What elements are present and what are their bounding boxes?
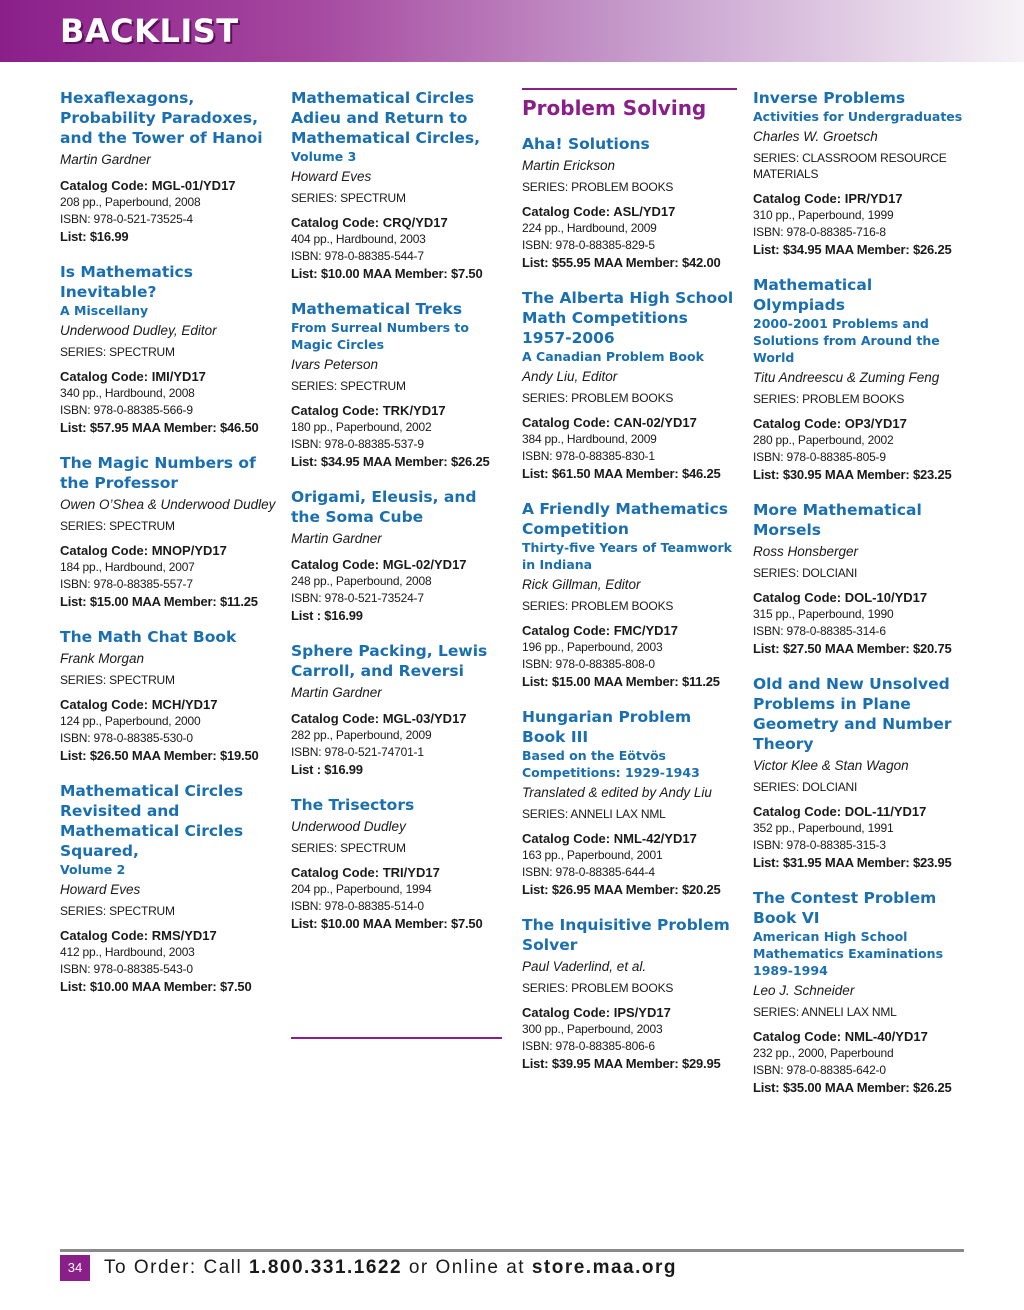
book-format: 224 pp., Hardbound, 2009: [522, 221, 657, 235]
book-price: List: $26.50 MAA Member: $19.50: [60, 748, 259, 763]
catalog-code: Catalog Code: IPS/YD17: [522, 1005, 671, 1020]
book-title[interactable]: The Alberta High School Math Competitions 1957-2006: [522, 289, 734, 347]
book-author: Ross Honsberger: [753, 544, 859, 559]
order-middle: or Online at: [402, 1257, 532, 1278]
catalog-code: Catalog Code: TRK/YD17: [291, 403, 446, 418]
book-isbn: ISBN: 978-0-88385-514-0: [291, 899, 424, 913]
book-price: List: $27.50 MAA Member: $20.75: [753, 641, 952, 656]
book-format: 248 pp., Paperbound, 2008: [291, 574, 432, 588]
book-entry: [753, 674, 968, 872]
book-series: SERIES: PROBLEM BOOKS: [753, 392, 905, 406]
book-format: 340 pp., Hardbound, 2008: [60, 386, 195, 400]
book-series: SERIES: SPECTRUM: [291, 379, 406, 393]
catalog-code: Catalog Code: MGL-01/YD17: [60, 178, 236, 193]
book-author: Howard Eves: [60, 882, 141, 897]
book-subtitle: From Surreal Numbers to Magic Circles: [291, 320, 469, 352]
book-author: Martin Gardner: [291, 685, 382, 700]
book-isbn: ISBN: 978-0-88385-557-7: [60, 577, 193, 591]
book-title[interactable]: Is Mathematics Inevitable?: [60, 263, 193, 301]
book-entry: [753, 88, 968, 259]
book-entry: [291, 487, 506, 625]
book-title[interactable]: More Mathematical Morsels: [753, 501, 922, 539]
catalog-code: Catalog Code: DOL-10/YD17: [753, 590, 928, 605]
book-isbn: ISBN: 978-0-521-73525-4: [60, 212, 193, 226]
book-isbn: ISBN: 978-0-88385-543-0: [60, 962, 193, 976]
book-series: SERIES: SPECTRUM: [291, 841, 406, 855]
book-entry: [522, 288, 737, 483]
catalog-code: Catalog Code: CAN-02/YD17: [522, 415, 697, 430]
book-title[interactable]: A Friendly Mathematics Competition: [522, 500, 728, 538]
book-entry: [753, 500, 968, 658]
book-isbn: ISBN: 978-0-88385-829-5: [522, 238, 655, 252]
book-subtitle: Activities for Undergraduates: [753, 109, 963, 124]
catalog-code: Catalog Code: ASL/YD17: [522, 204, 676, 219]
book-author: Paul Vaderlind, et al.: [522, 959, 647, 974]
catalog-code: Catalog Code: MCH/YD17: [60, 697, 218, 712]
book-format: 384 pp., Hardbound, 2009: [522, 432, 657, 446]
book-title[interactable]: Hexaflexagons, Probability Paradoxes, and the Tower of Hanoi: [60, 89, 263, 147]
book-format: 282 pp., Paperbound, 2009: [291, 728, 432, 742]
book-title[interactable]: Origami, Eleusis, and the Soma Cube: [291, 488, 477, 526]
section-heading: Problem Solving: [522, 96, 707, 120]
book-format: 315 pp., Paperbound, 1990: [753, 607, 894, 621]
book-entry: [522, 499, 737, 691]
catalog-code: Catalog Code: IMI/YD17: [60, 369, 206, 384]
book-format: 196 pp., Paperbound, 2003: [522, 640, 663, 654]
book-isbn: ISBN: 978-0-88385-315-3: [753, 838, 886, 852]
book-title[interactable]: Mathematical Treks: [291, 300, 463, 318]
book-isbn: ISBN: 978-0-88385-805-9: [753, 450, 886, 464]
book-title[interactable]: The Math Chat Book: [60, 628, 237, 646]
book-series: SERIES: PROBLEM BOOKS: [522, 981, 674, 995]
book-format: 124 pp., Paperbound, 2000: [60, 714, 201, 728]
book-format: 412 pp., Hardbound, 2003: [60, 945, 195, 959]
book-format: 352 pp., Paperbound, 1991: [753, 821, 894, 835]
book-format: 232 pp., 2000, Paperbound: [753, 1046, 894, 1060]
book-series: SERIES: CLASSROOM RESOURCE MATERIALS: [753, 151, 947, 181]
book-entry: [522, 134, 737, 272]
book-series: SERIES: PROBLEM BOOKS: [522, 599, 674, 613]
book-isbn: ISBN: 978-0-521-73524-7: [291, 591, 424, 605]
book-price: List: $55.95 MAA Member: $42.00: [522, 255, 721, 270]
book-author: Victor Klee & Stan Wagon: [753, 758, 909, 773]
book-price: List: $26.95 MAA Member: $20.25: [522, 882, 721, 897]
book-price: List: $31.95 MAA Member: $23.95: [753, 855, 952, 870]
book-price: List: $10.00 MAA Member: $7.50: [60, 979, 252, 994]
book-author: Martin Erickson: [522, 158, 616, 173]
book-price: List: $34.95 MAA Member: $26.25: [291, 454, 490, 469]
book-entry: [291, 795, 506, 933]
book-title[interactable]: Sphere Packing, Lewis Carroll, and Reversi: [291, 642, 488, 680]
book-price: List: $15.00 MAA Member: $11.25: [522, 674, 720, 689]
catalog-code: Catalog Code: TRI/YD17: [291, 865, 440, 880]
book-entry: [753, 275, 968, 484]
book-price: List: $35.00 MAA Member: $26.25: [753, 1080, 952, 1095]
catalog-code: Catalog Code: MGL-02/YD17: [291, 557, 467, 572]
column-3: [522, 88, 737, 1089]
book-isbn: ISBN: 978-0-88385-642-0: [753, 1063, 886, 1077]
catalog-code: Catalog Code: MGL-03/YD17: [291, 711, 467, 726]
book-title[interactable]: The Contest Problem Book VI: [753, 889, 937, 927]
book-format: 184 pp., Hardbound, 2007: [60, 560, 195, 574]
book-series: SERIES: SPECTRUM: [60, 345, 175, 359]
book-price: List: $10.00 MAA Member: $7.50: [291, 266, 483, 281]
book-entry: [291, 641, 506, 779]
book-format: 404 pp., Hardbound, 2003: [291, 232, 426, 246]
book-isbn: ISBN: 978-0-88385-830-1: [522, 449, 655, 463]
book-price: List: $10.00 MAA Member: $7.50: [291, 916, 483, 931]
book-author: Charles W. Groetsch: [753, 129, 878, 144]
book-entry: [60, 453, 280, 611]
book-author: Howard Eves: [291, 169, 372, 184]
book-entry: [60, 781, 280, 996]
catalog-code: Catalog Code: FMC/YD17: [522, 623, 679, 638]
book-subtitle: Volume 3: [291, 149, 357, 164]
book-author: Titu Andreescu & Zuming Feng: [753, 370, 940, 385]
book-author: Translated & edited by Andy Liu: [522, 785, 712, 800]
book-author: Leo J. Schneider: [753, 983, 855, 998]
book-isbn: ISBN: 978-0-88385-566-9: [60, 403, 193, 417]
book-isbn: ISBN: 978-0-88385-716-8: [753, 225, 886, 239]
catalog-code: Catalog Code: MNOP/YD17: [60, 543, 227, 558]
column-2: [291, 88, 506, 949]
book-subtitle: Volume 2: [60, 862, 126, 877]
book-title[interactable]: Mathematical Circles Revisited and Mathematical Circles Squared,: [60, 782, 244, 860]
book-price: List: $61.50 MAA Member: $46.25: [522, 466, 721, 481]
book-title[interactable]: Inverse Problems: [753, 89, 906, 107]
catalog-code: Catalog Code: NML-42/YD17: [522, 831, 697, 846]
book-author: Frank Morgan: [60, 651, 145, 666]
book-entry: [60, 262, 280, 437]
book-format: 208 pp., Paperbound, 2008: [60, 195, 201, 209]
book-entry: [291, 299, 506, 471]
book-price: List : $16.99: [291, 608, 363, 623]
book-series: SERIES: SPECTRUM: [60, 673, 175, 687]
book-entry: [522, 915, 737, 1073]
catalog-code: Catalog Code: IPR/YD17: [753, 191, 903, 206]
book-series: SERIES: ANNELI LAX NML: [522, 807, 666, 821]
column-4: [753, 88, 968, 1113]
book-series: SERIES: PROBLEM BOOKS: [522, 391, 674, 405]
book-subtitle: A Miscellany: [60, 303, 149, 318]
book-entry: [291, 88, 506, 283]
catalog-code: Catalog Code: RMS/YD17: [60, 928, 217, 943]
book-author: Owen O’Shea & Underwood Dudley: [60, 497, 276, 512]
book-author: Underwood Dudley: [291, 819, 406, 834]
store-link[interactable]: store.maa.org: [531, 1257, 677, 1278]
book-title[interactable]: Old and New Unsolved Problems in Plane Geometry and Number Theory: [753, 675, 952, 753]
book-title[interactable]: Aha! Solutions: [522, 135, 650, 153]
order-info: [104, 1255, 677, 1281]
book-subtitle: A Canadian Problem Book: [522, 349, 704, 364]
book-format: 300 pp., Paperbound, 2003: [522, 1022, 663, 1036]
book-entry: [60, 627, 280, 765]
book-isbn: ISBN: 978-0-88385-314-6: [753, 624, 886, 638]
book-format: 310 pp., Paperbound, 1999: [753, 208, 894, 222]
page-title: BACKLIST: [60, 12, 239, 50]
book-title[interactable]: Hungarian Problem Book III: [522, 708, 692, 746]
book-entry: [60, 88, 280, 246]
book-title[interactable]: The Magic Numbers of the Professor: [60, 454, 256, 492]
book-price: List: $57.95 MAA Member: $46.50: [60, 420, 259, 435]
book-title[interactable]: The Inquisitive Problem Solver: [522, 916, 730, 954]
book-author: Andy Liu, Editor: [522, 369, 618, 384]
book-format: 204 pp., Paperbound, 1994: [291, 882, 432, 896]
book-author: Martin Gardner: [291, 531, 382, 546]
book-series: SERIES: SPECTRUM: [60, 519, 175, 533]
book-title[interactable]: Mathematical Circles Adieu and Return to Mathematical Circles,: [291, 89, 480, 147]
book-subtitle: American High School Mathematics Examinations 1989-1994: [753, 929, 944, 978]
book-entry: [522, 707, 737, 899]
book-price: List: $34.95 MAA Member: $26.25: [753, 242, 952, 257]
page-number: 34: [60, 1255, 90, 1281]
section-divider: [522, 88, 737, 90]
book-title[interactable]: Mathematical Olympiads: [753, 276, 873, 314]
book-author: Rick Gillman, Editor: [522, 577, 641, 592]
book-isbn: ISBN: 978-0-88385-530-0: [60, 731, 193, 745]
book-isbn: ISBN: 978-0-88385-806-6: [522, 1039, 655, 1053]
column-1: [60, 88, 280, 1012]
book-series: SERIES: ANNELI LAX NML: [753, 1005, 897, 1019]
book-price: List : $16.99: [291, 762, 363, 777]
book-isbn: ISBN: 978-0-521-74701-1: [291, 745, 424, 759]
book-format: 163 pp., Paperbound, 2001: [522, 848, 663, 862]
book-series: SERIES: PROBLEM BOOKS: [522, 180, 674, 194]
book-author: Ivars Peterson: [291, 357, 379, 372]
catalog-code: Catalog Code: CRQ/YD17: [291, 215, 448, 230]
book-subtitle: Based on the Eötvös Competitions: 1929-1943: [522, 748, 700, 780]
order-prefix: To Order: Call: [104, 1257, 249, 1278]
order-phone[interactable]: 1.800.331.1622: [248, 1257, 403, 1278]
book-series: SERIES: DOLCIANI: [753, 566, 858, 580]
column-end-divider: [291, 1037, 502, 1039]
book-isbn: ISBN: 978-0-88385-537-9: [291, 437, 424, 451]
book-subtitle: Thirty-five Years of Teamwork in Indiana: [522, 540, 732, 572]
book-subtitle: 2000-2001 Problems and Solutions from Around the World: [753, 316, 940, 365]
footer-divider: [60, 1249, 964, 1252]
catalog-code: Catalog Code: DOL-11/YD17: [753, 804, 927, 819]
book-format: 180 pp., Paperbound, 2002: [291, 420, 432, 434]
header-banner: [0, 0, 1024, 62]
book-price: List: $30.95 MAA Member: $23.25: [753, 467, 952, 482]
book-isbn: ISBN: 978-0-88385-644-4: [522, 865, 655, 879]
book-series: SERIES: DOLCIANI: [753, 780, 858, 794]
book-price: List: $39.95 MAA Member: $29.95: [522, 1056, 721, 1071]
book-isbn: ISBN: 978-0-88385-544-7: [291, 249, 424, 263]
book-isbn: ISBN: 978-0-88385-808-0: [522, 657, 655, 671]
book-entry: [753, 888, 968, 1097]
book-series: SERIES: SPECTRUM: [291, 191, 406, 205]
book-title[interactable]: The Trisectors: [291, 796, 415, 814]
book-format: 280 pp., Paperbound, 2002: [753, 433, 894, 447]
book-author: Underwood Dudley, Editor: [60, 323, 217, 338]
book-price: List: $16.99: [60, 229, 129, 244]
book-author: Martin Gardner: [60, 152, 151, 167]
book-series: SERIES: SPECTRUM: [60, 904, 175, 918]
catalog-code: Catalog Code: NML-40/YD17: [753, 1029, 928, 1044]
book-price: List: $15.00 MAA Member: $11.25: [60, 594, 258, 609]
catalog-code: Catalog Code: OP3/YD17: [753, 416, 907, 431]
